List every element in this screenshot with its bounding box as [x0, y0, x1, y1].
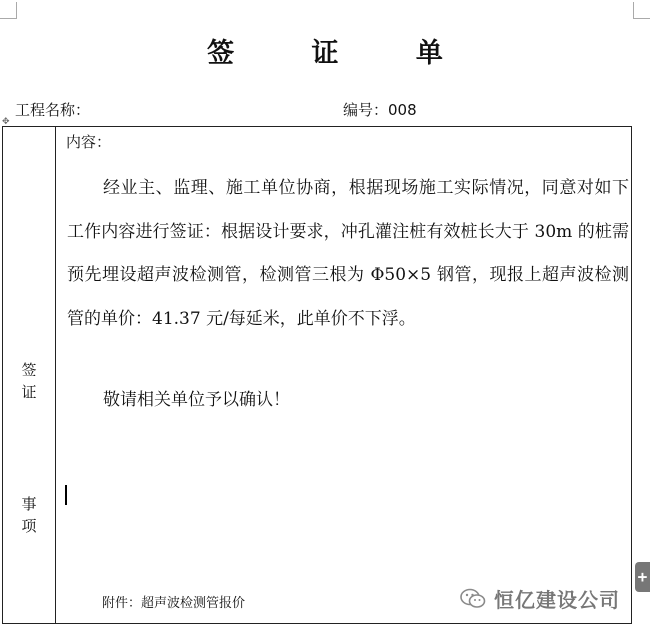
text-cursor	[65, 485, 67, 505]
crop-mark-top-left	[0, 2, 17, 19]
content-cell[interactable]	[57, 127, 631, 623]
label-char: 事	[21, 495, 37, 513]
row-label-shixiang	[3, 493, 55, 537]
watermark	[460, 584, 620, 613]
label-char: 签	[21, 361, 37, 379]
body-paragraph: 经业主、监理、施工单位协商，根据现场施工实际情况，同意对如下工作内容进行签证：根据设计要求，冲孔灌注桩有效桩长大于 30m 的桩需预先埋设超声波检测管，检测管三根为 Φ50×5 钢管，现报上超声波检测管的单价：41.37 元/每延米，此单价不下浮。	[67, 178, 629, 329]
visa-table	[2, 126, 632, 624]
label-char: 项	[21, 517, 37, 535]
table-move-handle-icon[interactable]: ✥	[2, 117, 10, 127]
label-char: 证	[21, 383, 37, 401]
document-title: 签 证 单	[207, 38, 477, 69]
crop-mark-top-right	[633, 2, 650, 19]
content-heading: 内容：	[66, 133, 112, 151]
project-name-label: 工程名称：	[15, 101, 91, 119]
wechat-icon	[460, 588, 486, 610]
confirmation-line: 敬请相关单位予以确认！	[103, 390, 290, 410]
row-label-qianzheng	[3, 359, 55, 403]
row-label-column	[3, 127, 56, 623]
watermark-text: 恒亿建设公司	[494, 588, 620, 612]
expand-button[interactable]: +	[635, 562, 650, 592]
serial-number: 编号：008	[343, 101, 417, 119]
attachment-note: 附件：超声波检测管报价	[102, 596, 246, 611]
